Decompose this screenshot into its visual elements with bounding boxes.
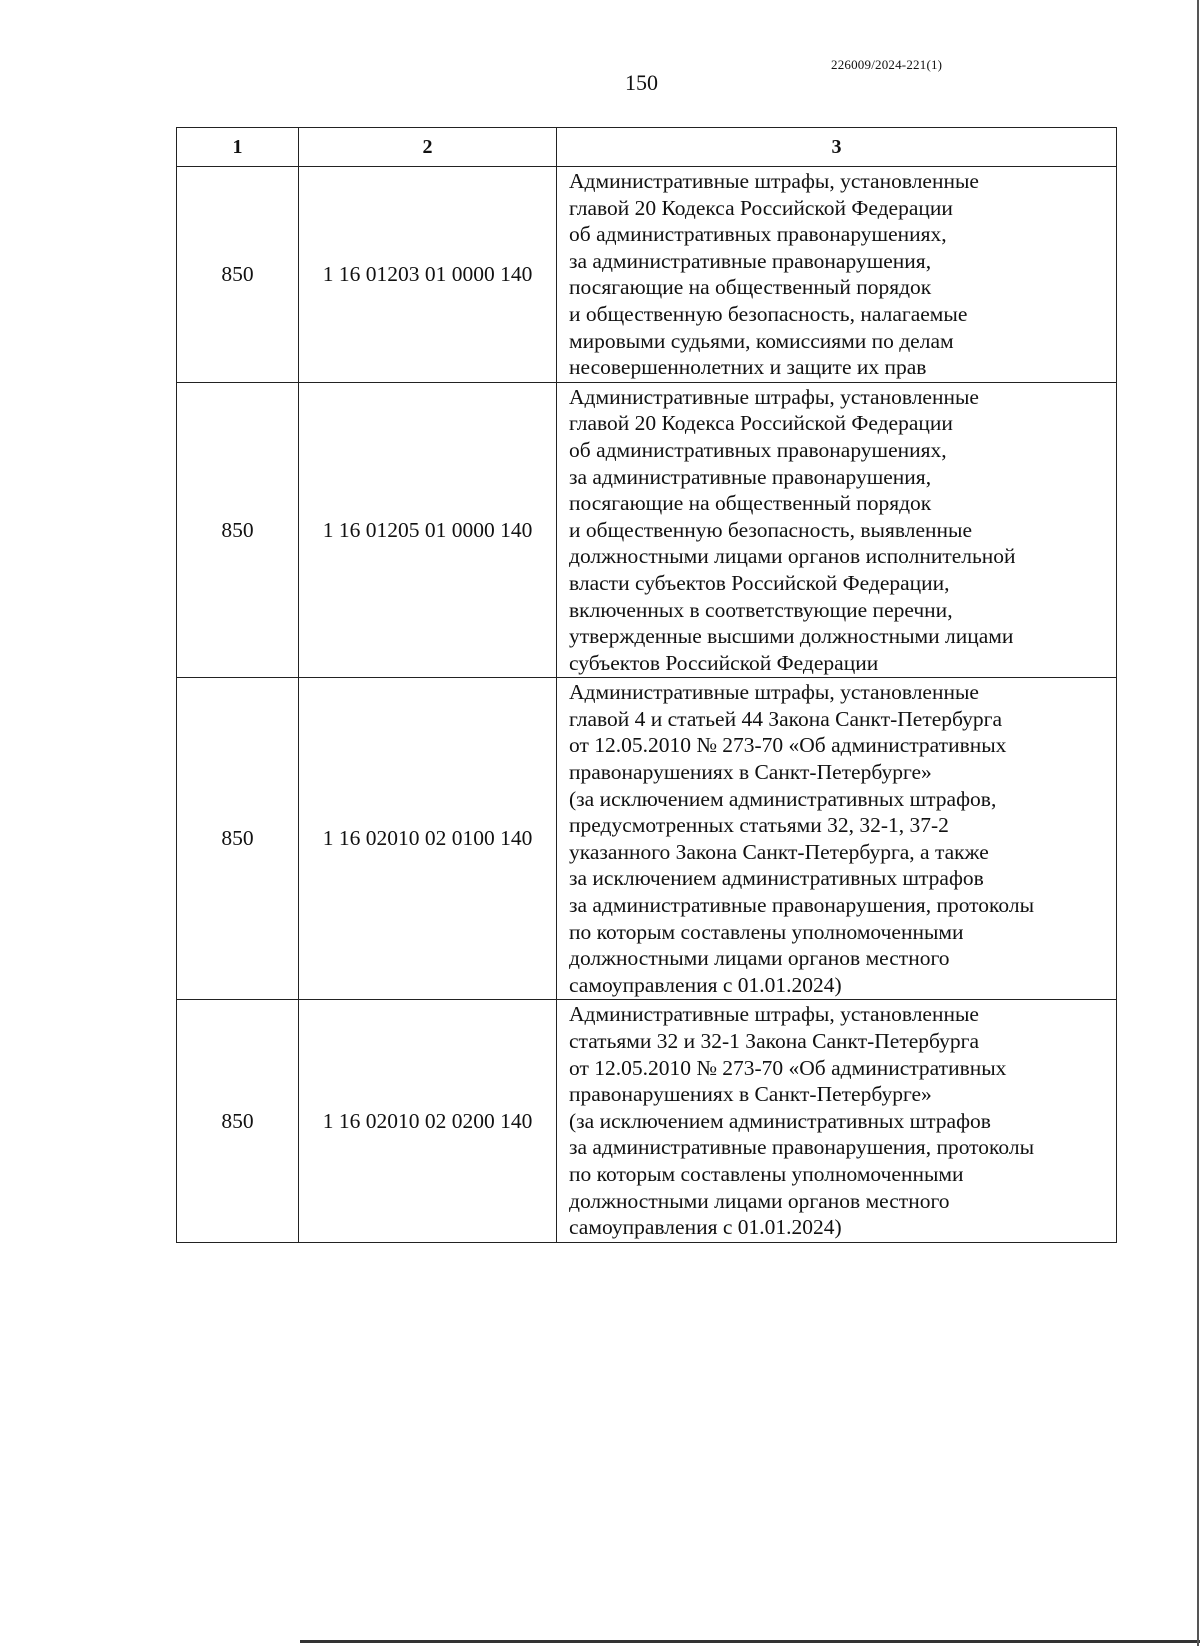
- description-cell: [557, 678, 1117, 1000]
- revenue-code-cell: 1 16 01205 01 0000 140: [299, 382, 557, 678]
- description-line: об административных правонарушениях,: [569, 437, 947, 462]
- admin-code-cell: 850: [177, 1000, 299, 1242]
- description-line: и общественную безопасность, выявленные: [569, 517, 972, 542]
- description-line: должностными лицами органов местного: [569, 946, 950, 971]
- description-line: по которым составлены уполномоченными: [569, 1161, 964, 1186]
- description-line: правонарушениях в Санкт-Петербурге»: [569, 760, 932, 785]
- admin-code-cell: 850: [177, 678, 299, 1000]
- table-row: [177, 167, 1117, 383]
- description-cell: [557, 382, 1117, 678]
- description-line: мировыми судьями, комиссиями по делам: [569, 328, 954, 353]
- description-line: от 12.05.2010 № 273-70 «Об административных: [569, 733, 1007, 758]
- table-body: [177, 167, 1117, 1243]
- description-line: за административные правонарушения,: [569, 464, 932, 489]
- description-line: самоуправления с 01.01.2024): [569, 1215, 842, 1240]
- description-line: посягающие на общественный порядок: [569, 491, 932, 516]
- description-line: об административных правонарушениях,: [569, 222, 947, 247]
- column-header-1: 1: [177, 128, 299, 167]
- description-line: посягающие на общественный порядок: [569, 275, 932, 300]
- revenue-codes-table: [176, 127, 1117, 1243]
- description-line: несовершеннолетних и защите их прав: [569, 355, 927, 380]
- table-row: [177, 678, 1117, 1000]
- revenue-code-cell: 1 16 02010 02 0200 140: [299, 1000, 557, 1242]
- description-line: утвержденные высшими должностными лицами: [569, 624, 1014, 649]
- description-line: Административные штрафы, установленные: [569, 680, 979, 705]
- description-line: главой 4 и статьей 44 Закона Санкт-Петербурга: [569, 706, 1003, 731]
- description-cell: [557, 167, 1117, 383]
- description-line: (за исключением административных штрафов: [569, 1108, 991, 1133]
- description-line: должностными лицами органов местного: [569, 1188, 950, 1213]
- bottom-scan-rule: [300, 1640, 1200, 1643]
- admin-code-cell: 850: [177, 167, 299, 383]
- description-line: Административные штрафы, установленные: [569, 169, 979, 193]
- description-line: главой 20 Кодекса Российской Федерации: [569, 195, 953, 220]
- description-line: и общественную безопасность, налагаемые: [569, 301, 968, 326]
- description-line: за административные правонарушения, протоколы: [569, 1135, 1035, 1160]
- description-line: за исключением административных штрафов: [569, 866, 984, 891]
- table-row: [177, 1000, 1117, 1242]
- description-line: от 12.05.2010 № 273-70 «Об административных: [569, 1055, 1007, 1080]
- table-row: [177, 382, 1117, 678]
- description-line: включенных в соответствующие перечни,: [569, 597, 953, 622]
- description-line: статьями 32 и 32-1 Закона Санкт-Петербурга: [569, 1029, 979, 1053]
- description-cell: [557, 1000, 1117, 1242]
- description-line: указанного Закона Санкт-Петербурга, а также: [569, 839, 989, 864]
- description-line: предусмотренных статьями 32, 32-1, 37-2: [569, 813, 949, 838]
- description-line: субъектов Российской Федерации: [569, 650, 879, 675]
- revenue-code-cell: 1 16 02010 02 0100 140: [299, 678, 557, 1000]
- description-line: (за исключением административных штрафов,: [569, 786, 997, 811]
- description-line: самоуправления с 01.01.2024): [569, 972, 842, 997]
- table-header-row: [177, 128, 1117, 167]
- document-id: 226009/2024-221(1): [831, 57, 943, 72]
- description-line: за административные правонарушения,: [569, 248, 932, 273]
- description-line: Административные штрафы, установленные: [569, 1002, 979, 1027]
- description-line: главой 20 Кодекса Российской Федерации: [569, 411, 953, 436]
- admin-code-cell: 850: [177, 382, 299, 678]
- column-header-2: 2: [299, 128, 557, 167]
- description-line: должностными лицами органов исполнительной: [569, 544, 1016, 569]
- page-number: 150: [625, 70, 658, 95]
- description-line: правонарушениях в Санкт-Петербурге»: [569, 1082, 932, 1107]
- description-line: по которым составлены уполномоченными: [569, 919, 964, 944]
- column-header-3: 3: [557, 128, 1117, 167]
- revenue-code-cell: 1 16 01203 01 0000 140: [299, 167, 557, 383]
- right-scan-edge: [1197, 0, 1199, 1646]
- description-line: за административные правонарушения, протоколы: [569, 893, 1035, 918]
- description-line: власти субъектов Российской Федерации,: [569, 570, 950, 595]
- description-line: Административные штрафы, установленные: [569, 384, 979, 409]
